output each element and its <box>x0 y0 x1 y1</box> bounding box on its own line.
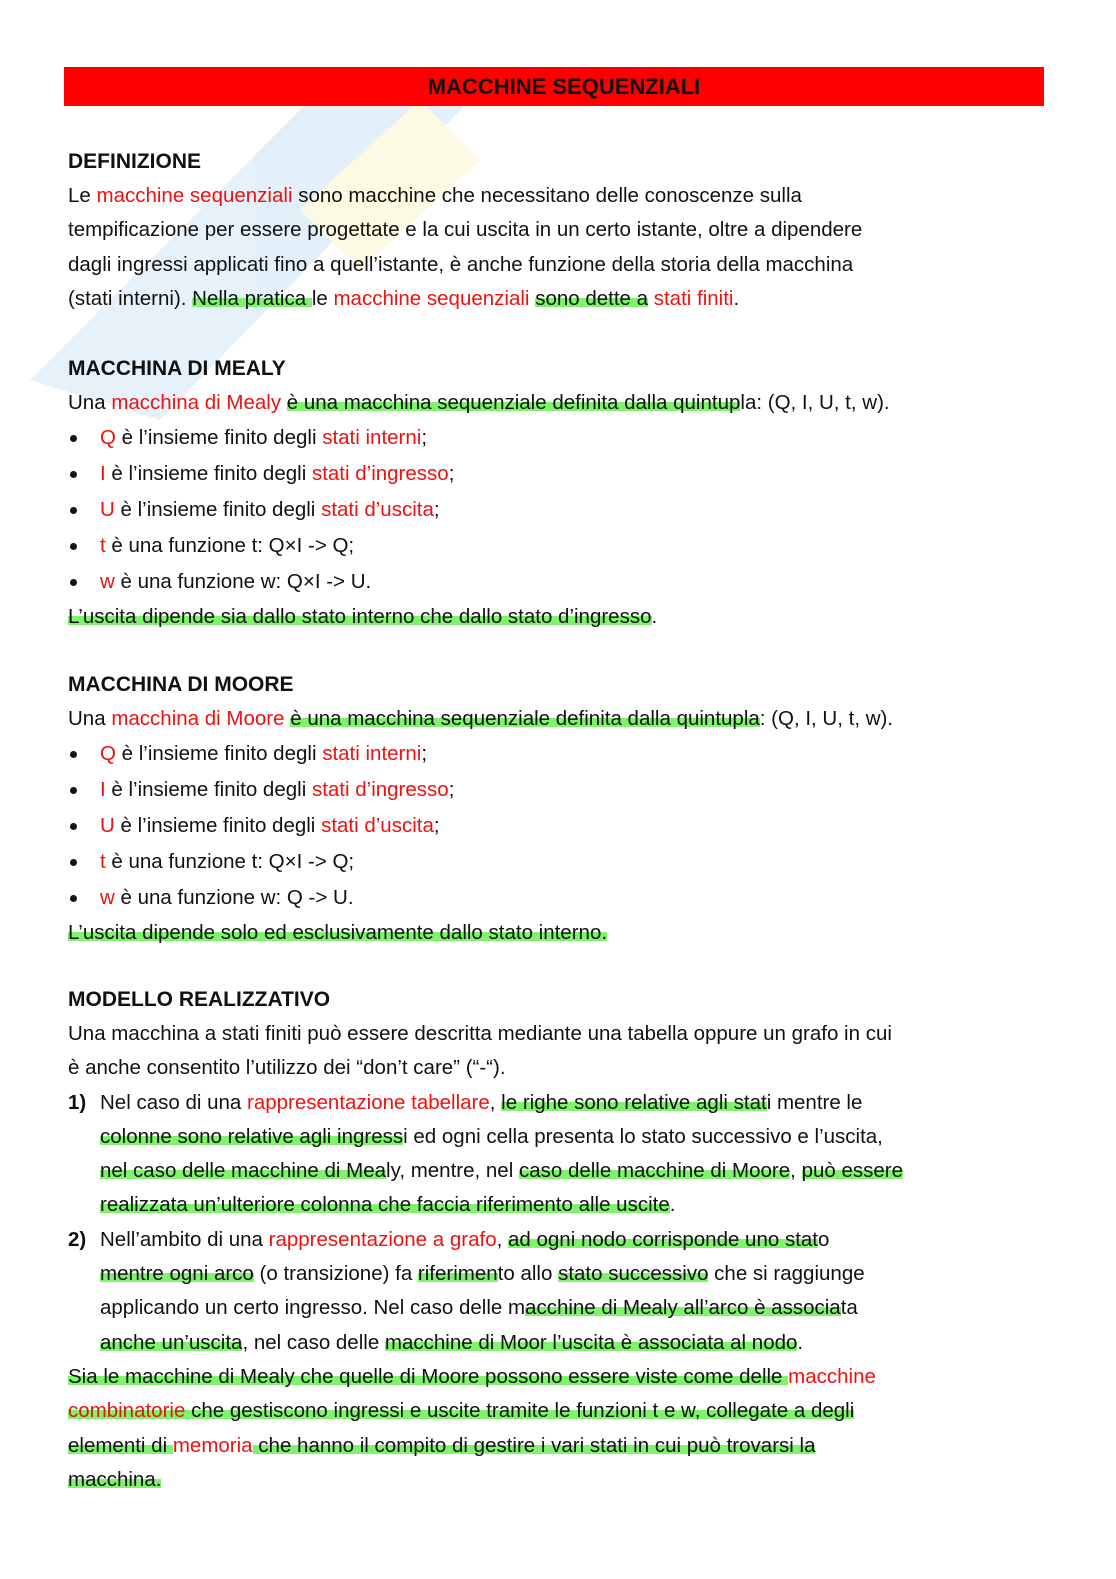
highlighted-text: L’uscita dipende solo ed esclusivamente dallo stato interno. <box>68 921 608 945</box>
red-term: w <box>100 570 115 594</box>
text-line <box>68 1051 903 1085</box>
text-run: dagli ingressi applicati fino a quell’istante, è anche funzione della storia della macchina <box>68 252 854 276</box>
text-line <box>100 1120 903 1154</box>
text-run: ly, mentre, nel <box>386 1159 519 1183</box>
highlighted-text: le righe sono relative agli stat <box>501 1090 767 1114</box>
text-run: . <box>797 1330 804 1354</box>
red-term: Q <box>100 426 116 450</box>
red-term: U <box>100 814 115 838</box>
document-title: MACCHINE SEQUENZIALI <box>427 74 701 99</box>
text-run: ; <box>433 498 440 522</box>
text-line <box>100 1326 903 1360</box>
text-run: applicando un certo ingresso. Nel caso delle m <box>100 1296 526 1320</box>
highlighted-text: realizzata un’ulteriore colonna che faccia riferimento alle uscite <box>100 1193 670 1217</box>
text-run: Nel caso di una <box>100 1090 248 1114</box>
section-moore <box>68 668 893 951</box>
text-run: è l’insieme finito degli <box>105 462 312 486</box>
text-line <box>68 386 890 420</box>
text-run: Nell’ambito di una <box>100 1227 269 1251</box>
text-run: è l’insieme finito degli <box>115 742 323 766</box>
section-definizione <box>68 145 862 316</box>
text-run: i ed ogni cella presenta lo stato successivo e l’uscita, <box>403 1124 883 1148</box>
highlighted-text: anche un’uscita <box>100 1330 243 1354</box>
text-run: è l’insieme finito degli <box>114 814 322 838</box>
text-line <box>68 916 893 950</box>
bullet-item <box>68 880 893 916</box>
text-line <box>68 702 893 736</box>
text-run: (stati interni). <box>68 286 193 310</box>
bullet-item <box>68 420 890 456</box>
title-bar <box>64 67 1044 106</box>
section-modello <box>68 983 903 1497</box>
red-term: stati d’ingresso <box>311 462 449 486</box>
red-term: memoria <box>172 1433 253 1457</box>
text-run: ; <box>421 742 428 766</box>
text-run: Una <box>68 707 112 730</box>
highlighted-text: riferimen <box>417 1262 498 1286</box>
text-run: Una <box>68 391 112 414</box>
red-term: w <box>100 886 115 910</box>
text-run <box>281 391 287 414</box>
highlighted-text: può essere <box>801 1159 903 1183</box>
highlighted-text: L’uscita dipende sia dallo stato interno che dallo stato d’ingresso <box>68 605 652 629</box>
red-term: stati interni <box>322 426 422 450</box>
red-term: rappresentazione a grafo <box>268 1227 497 1251</box>
highlighted-text: caso delle macchine di Moore <box>518 1159 791 1183</box>
text-line <box>100 1223 903 1257</box>
text-run: to allo <box>497 1262 559 1286</box>
paragraph <box>100 1223 903 1360</box>
bullet-item <box>68 808 893 844</box>
red-term: macchine <box>788 1364 876 1388</box>
text-run: , <box>496 1227 508 1251</box>
red-term: t <box>100 534 106 558</box>
item-number: 1) <box>68 1090 87 1114</box>
text-line <box>68 1463 903 1497</box>
red-term: t <box>100 850 106 874</box>
red-term: macchine sequenziali <box>333 286 530 310</box>
highlighted-text: sono dette a <box>535 286 649 310</box>
red-term: I <box>100 778 106 802</box>
text-run: Una macchina a stati finiti può essere descritta mediante una tabella oppure un grafo in cui <box>68 1022 892 1045</box>
section-heading: DEFINIZIONE <box>68 150 202 173</box>
text-run: è una funzione w: Q×I -> U. <box>114 570 372 594</box>
highlighted-text: Nella pratica <box>192 286 312 310</box>
text-run: tempificazione per essere progettate e la cui uscita in un certo istante, oltre a dipendere <box>68 218 863 242</box>
section-heading: MODELLO REALIZZATIVO <box>68 988 331 1011</box>
paragraph <box>68 179 862 316</box>
highlighted-text: che gestiscono ingressi e uscite tramite le funzioni t e w, collegate a degli <box>185 1399 855 1423</box>
red-term: stati d’uscita <box>321 814 434 838</box>
highlighted-text: acchine di Mealy all’arco è associa <box>525 1296 841 1320</box>
text-line <box>68 600 890 634</box>
numbered-item <box>68 1223 903 1360</box>
bullet-item <box>68 736 893 772</box>
red-term: combinatorie <box>68 1399 186 1423</box>
highlighted-text: mentre ogni arco <box>100 1262 254 1286</box>
text-line <box>68 1394 903 1428</box>
text-line <box>100 1291 903 1325</box>
bullet-item <box>68 456 890 492</box>
text-line <box>68 1360 903 1394</box>
text-run: è l’insieme finito degli <box>114 498 322 522</box>
bullet-item <box>68 564 890 600</box>
text-run: , nel caso delle <box>242 1330 385 1354</box>
text-run: : (Q, I, U, t, w). <box>759 707 894 730</box>
red-term: stati d’ingresso <box>311 778 449 802</box>
section-heading: MACCHINA DI MOORE <box>68 673 294 696</box>
text-run: (o transizione) fa <box>253 1262 418 1286</box>
text-run: i mentre le <box>766 1090 863 1114</box>
section-mealy <box>68 352 890 635</box>
text-run: . <box>669 1193 676 1217</box>
red-term: U <box>100 498 115 522</box>
text-run: o <box>818 1227 830 1251</box>
red-term: stati interni <box>322 742 422 766</box>
text-run: la: (Q, I, U, t, w). <box>740 391 890 414</box>
text-run: è anche consentito l’utilizzo dei “don’t care” (“-“). <box>68 1056 506 1080</box>
highlighted-text: è una macchina sequenziale definita dalla quintupla <box>290 707 760 730</box>
bullet-item <box>68 492 890 528</box>
text-run: sono macchine che necessitano delle conoscenze sulla <box>292 184 802 207</box>
text-run: è una funzione t: Q×I -> Q; <box>105 850 355 874</box>
bullet-item <box>68 844 893 880</box>
text-run: ta <box>840 1296 858 1320</box>
highlighted-text: nel caso delle macchine di Mea <box>100 1159 387 1183</box>
text-run: le <box>311 286 334 310</box>
paragraph <box>68 916 893 950</box>
highlighted-text: che hanno il compito di gestire i vari stati in cui può trovarsi la <box>252 1433 816 1457</box>
paragraph <box>68 1017 903 1086</box>
red-term: stati finiti <box>653 286 734 310</box>
bullet-list <box>68 420 890 600</box>
section-heading: MACCHINA DI MEALY <box>68 357 286 380</box>
text-run: che si raggiunge <box>708 1262 865 1286</box>
text-line <box>68 1017 903 1051</box>
text-line <box>100 1086 903 1120</box>
bullet-item <box>68 772 893 808</box>
red-term: macchina di Mealy <box>111 391 282 414</box>
highlighted-text: ad ogni nodo corrisponde uno stat <box>508 1227 819 1251</box>
highlighted-text: colonne sono relative agli ingress <box>100 1124 404 1148</box>
text-run: . <box>733 286 740 310</box>
text-run: è l’insieme finito degli <box>115 426 323 450</box>
text-run: , <box>489 1090 502 1114</box>
paragraph <box>68 600 890 634</box>
red-term: macchina di Moore <box>111 707 285 730</box>
text-line <box>68 282 862 316</box>
text-line <box>68 213 862 247</box>
text-line <box>100 1257 903 1291</box>
red-term: Q <box>100 742 116 766</box>
text-line <box>100 1154 903 1188</box>
paragraph <box>68 386 890 420</box>
item-number: 2) <box>68 1227 87 1251</box>
red-term: I <box>100 462 106 486</box>
text-line <box>68 248 862 282</box>
numbered-item <box>68 1086 903 1223</box>
text-run: è una funzione t: Q×I -> Q; <box>105 534 355 558</box>
highlighted-text: è una macchina sequenziale definita dalla quintup <box>286 391 741 414</box>
highlighted-text: stato successivo <box>558 1262 709 1286</box>
text-run: Le <box>68 184 97 207</box>
bullet-item <box>68 528 890 564</box>
text-run: . <box>651 605 658 629</box>
text-line <box>68 179 862 213</box>
text-line <box>100 1188 903 1222</box>
red-term: rappresentazione tabellare <box>247 1090 490 1114</box>
text-run: è l’insieme finito degli <box>105 778 312 802</box>
text-run: ; <box>448 778 455 802</box>
text-run: ; <box>448 462 455 486</box>
highlighted-text: macchina. <box>68 1467 162 1491</box>
red-term: macchine sequenziali <box>96 184 293 207</box>
text-run: ; <box>421 426 428 450</box>
text-run: è una funzione w: Q -> U. <box>114 886 354 910</box>
text-run: , <box>790 1159 802 1183</box>
bullet-list <box>68 736 893 916</box>
paragraph <box>68 702 893 736</box>
paragraph <box>68 1360 903 1497</box>
text-run: ; <box>433 814 440 838</box>
highlighted-text: Sia le macchine di Mealy che quelle di Moore possono essere viste come delle <box>68 1364 789 1388</box>
red-term: stati d’uscita <box>321 498 434 522</box>
text-line <box>68 1429 903 1463</box>
highlighted-text: macchine di Moor l’uscita è associata al nodo <box>384 1330 798 1354</box>
highlighted-text: elementi di <box>68 1433 173 1457</box>
paragraph <box>100 1086 903 1223</box>
